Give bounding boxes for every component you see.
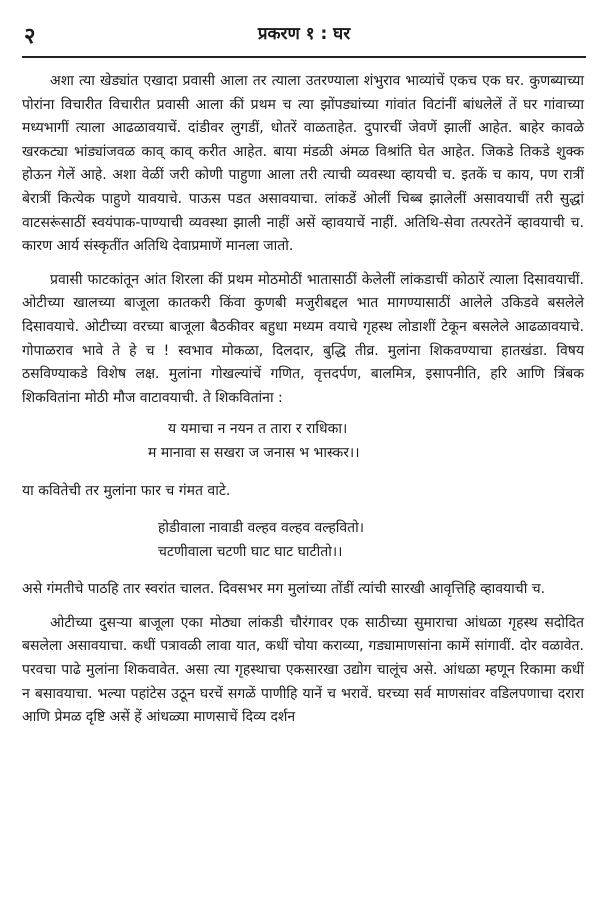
paragraph-1: अशा त्या खेड्यांत एखादा प्रवासी आला तर त्याला उतरण्याला शंभुराव भाव्यांचें एकच एक घर. कुणब्याच्या पोरांना विचारीत विचारीत प्रवासी आला कीं प्रथम च त्या झोंपड्यांच्या गांवांत विटांनीं बांधलेलें तें घर गांवाच्या मध्यभागीं त्याला आढळावयाचें. दांडीवर लुगडीं, धोतरें वाळताहेत. दुपारचीं जेवणें झालीं आहेत. बाहेर कावळे खरकट्या भांड्यांजवळ काव् काव् करीत आहेत. बाया मंडळी अंमळ विश्रांति घेत आहेत. जिकडे तिकडे शुक्क होऊन गेलें आहे. अशा वेळीं जरी कोणी पाहुणा आला तरी त्याची व्यवस्था व्हायची च. इतकें च काय, पण रात्रीं बेरात्रीं कित्येक पाहुणे यावयाचे. पाऊस पडत असावयाचा. लांकडें ओलीं चिब्ब झालेलीं असावयाचीं तरी सुद्धां वाटसरूंसाठीं स्वयंपाक-पाण्याची व्यवस्था झाली नाहीं असें व्हावयाचें नाहीं. अतिथि-सेवा तत्परतेनें व्हावयाची च. कारण आर्य संस्कृतींत अतिथि देवाप्रमाणें मानला जातो.	[22, 73, 584, 255]
page-header	[22, 16, 586, 56]
verse-line-1: य यमाचा न नयन त तारा र राधिका।	[168, 421, 348, 438]
paragraph-3: या कवितेची तर मुलांना फार च गंमत वाटे.	[22, 482, 231, 499]
paragraph-2: प्रवासी फाटकांतून आंत शिरला कीं प्रथम मोठमोठीं भातासाठीं केलेलीं लांकडाचीं कोठारें त्याला दिसावयाचीं. ओटीच्या खालच्या बाजूला कातकरी किंवा कुणबी मजुरीबद्दल भात मागण्यासाठीं आलेले उकिडवे बसलेले दिसावयाचे. ओटीच्या वरच्या बाजूला बैठकीवर बहुधा मध्यम वयाचे गृहस्थ लोडाशीं टेकून बसलेले आढळावयाचे. गोपाळराव भावे ते हे च ! स्वभाव मोकळा, दिलदार, बुद्धि तीव्र. मुलांना शिकवण्याचा हातखंडा. विषय ठसविण्याकडे विशेष लक्ष. मुलांना गोखल्यांचें गणित, वृत्तदर्पण, बालमित्र, इसापनीति, हरि आणि त्रिंबक शिकवितांना मोठी मौज वाटावयाची. ते शिकवितांना :	[22, 271, 584, 406]
page-number: २	[24, 24, 36, 49]
verse-line-4: चटणीवाला चटणी घाट घाट घाटीतो।।	[158, 543, 343, 560]
verse-line-2: म मानावा स सखरा ज जनास भ भास्कर।।	[148, 444, 360, 461]
header-rule	[22, 56, 586, 58]
running-head: प्रकरण १ : घर	[257, 24, 351, 44]
paragraph-5: ओटीच्या दुसऱ्या बाजूला एका मोठ्या लांकडी चौरंगावर एक साठीच्या सुमाराचा आंधळा गृहस्थ सदोदित बसलेला असावयाचा. कधीं पत्रावळी लावा यात, कधीं चोया कराव्या, गड्यामाणसांना कामें सांगावीं. दोर वळावेत. परवचा पाढे मुलांना शिकवावेत. असा त्या गृहस्थाचा एकसारखा उद्योग चालूंच असे. आंधळा म्हणून रिकामा कधीं न बसावयाचा. भल्या पहांटेस उठून घरचें सगळें पाणीहि यानें च भरावें. घरच्या सर्व माणसांवर वडिलपणाचा दरारा आणि प्रेमळ दृष्टि असें हें आंधळ्या माणसाचें दिव्य दर्शन	[22, 614, 584, 726]
page-body	[22, 70, 584, 730]
paragraph-4: असे गंमतीचे पाठहि तार स्वरांत चालत. दिवसभर मग मुलांच्या तोंडीं त्यांची सारखी आवृत्तिहि व्हावयाची च.	[22, 581, 546, 598]
verse-line-3: होडीवाला नावाडी वल्हव वल्हव वल्हवितो।	[158, 520, 365, 537]
